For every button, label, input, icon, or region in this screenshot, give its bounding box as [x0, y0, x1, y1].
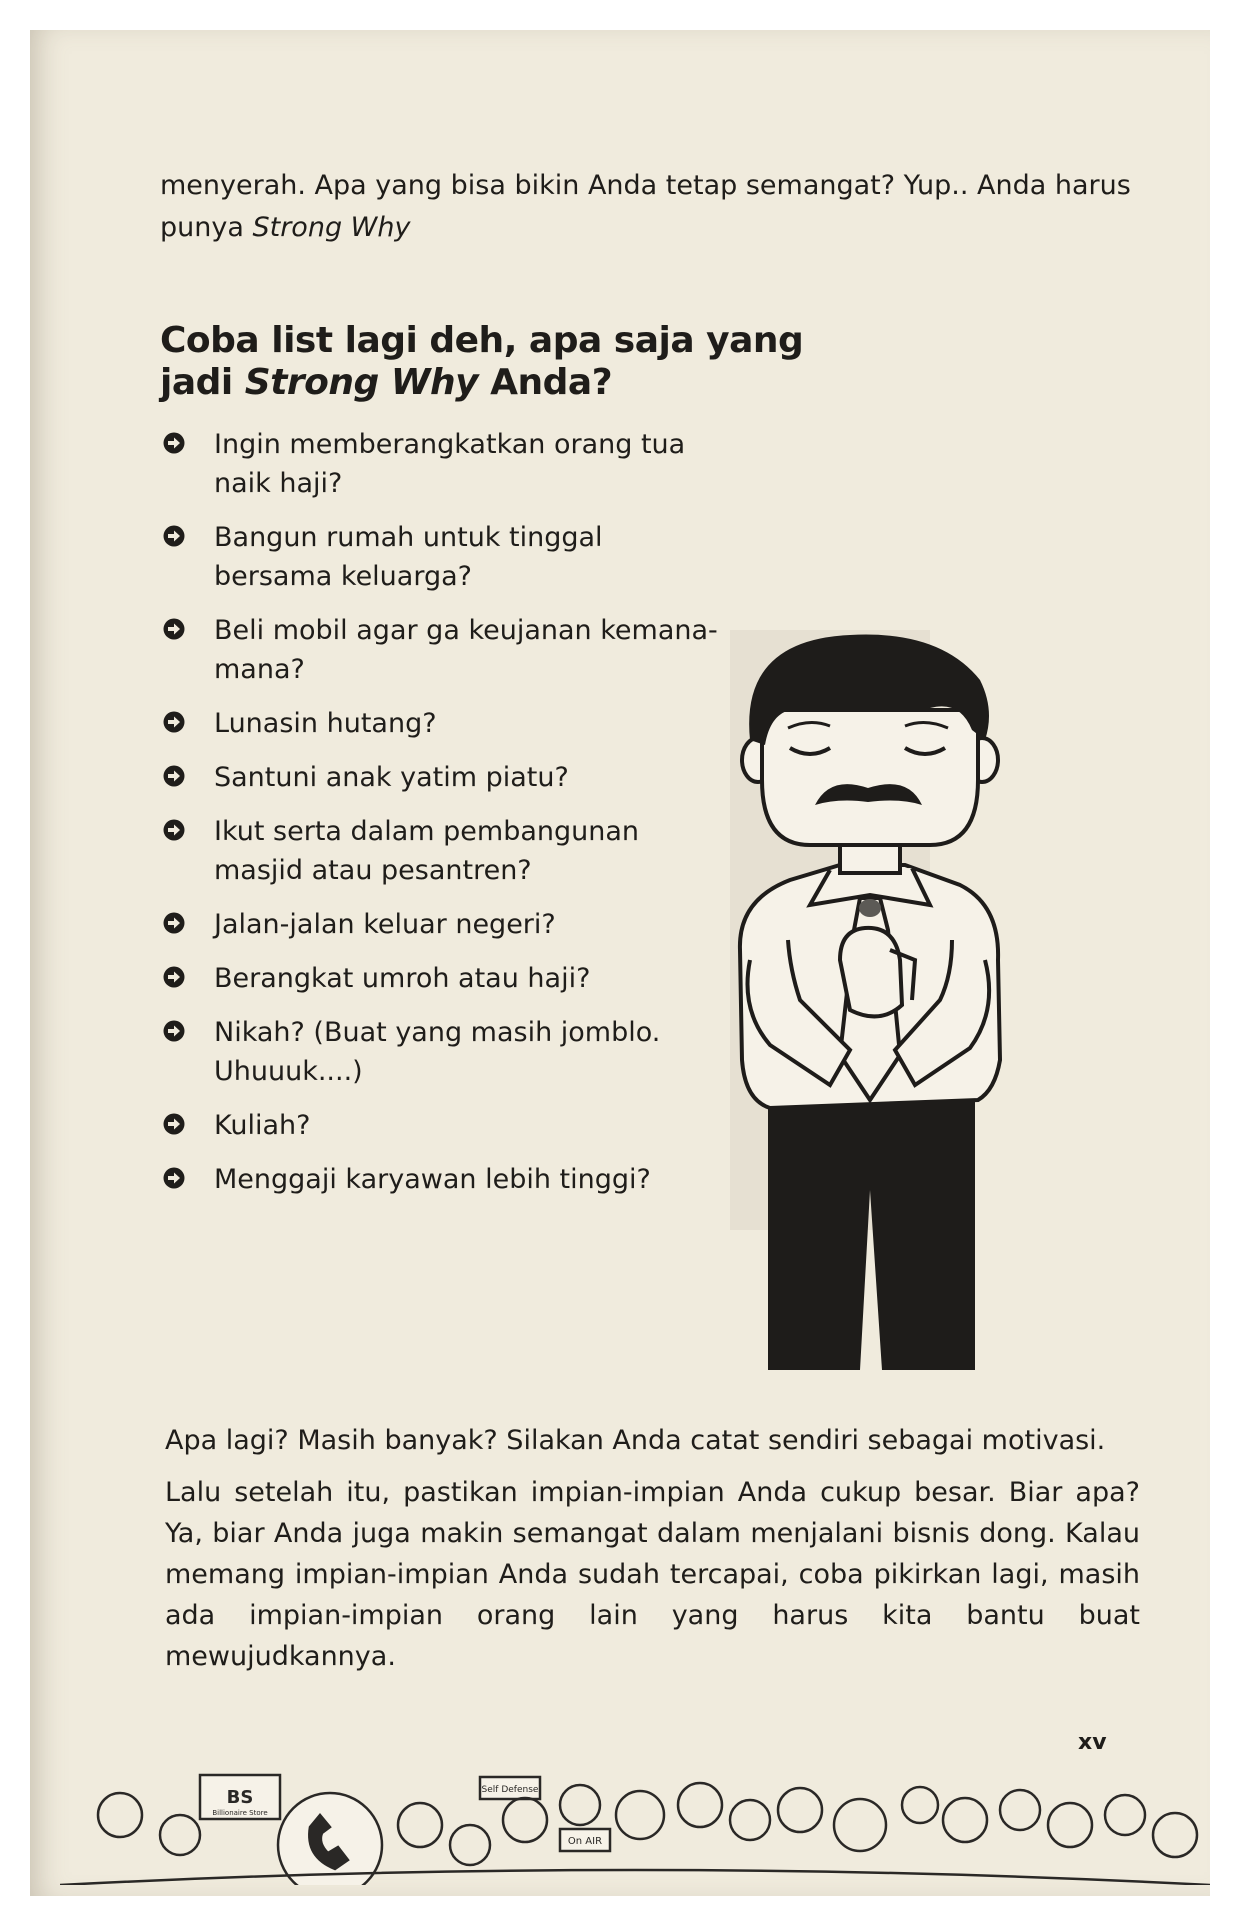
footer-head	[1048, 1803, 1092, 1847]
heading-line-2-prefix: jadi	[160, 362, 245, 403]
arrow-circle-bullet-icon	[162, 1166, 186, 1190]
heading-line-2-suffix: Anda?	[478, 362, 613, 403]
reason-text: Nikah? (Buat yang masih jomblo. Uhuuuk....)	[214, 1017, 661, 1087]
clasped-hands	[840, 928, 902, 1017]
reason-text: Ikut serta dalam pembangunan masjid atau pesantren?	[214, 816, 640, 886]
heading-line-2-emphasis: Strong Why	[244, 362, 479, 403]
footer-phone-bubble	[278, 1793, 382, 1885]
arrow-circle-bullet-icon	[162, 431, 186, 455]
reason-text: Ingin memberangkatkan orang tua naik haji?	[214, 429, 686, 499]
reason-text: Menggaji karyawan lebih tinggi?	[214, 1164, 651, 1195]
footer-sign-store-text: Billionaire Store	[212, 1809, 268, 1817]
section-heading	[160, 320, 880, 404]
reason-item	[160, 425, 720, 503]
footer-head	[450, 1825, 490, 1865]
footer-head	[1105, 1795, 1145, 1835]
footer-head	[398, 1803, 442, 1847]
reason-text: Santuni anak yatim piatu?	[214, 762, 569, 793]
reason-text: Beli mobil agar ga keujanan kemana-mana?	[214, 615, 718, 685]
footer-head	[560, 1785, 600, 1825]
reasons-list	[160, 425, 720, 1214]
reason-item	[160, 812, 720, 890]
arrow-circle-bullet-icon	[162, 818, 186, 842]
reason-item	[160, 905, 720, 944]
footer-head	[678, 1783, 722, 1827]
footer-head	[1153, 1813, 1197, 1857]
arrow-circle-bullet-icon	[162, 1112, 186, 1136]
tie-knot	[859, 899, 881, 917]
trousers	[768, 1100, 975, 1370]
intro-line-1: menyerah. Apa yang bisa bikin Anda tetap semangat? Yup.. Anda harus	[160, 170, 1131, 201]
reason-item	[160, 1106, 720, 1145]
footer-head	[98, 1793, 142, 1837]
paragraph-2: Lalu setelah itu, pastikan impian-impian Anda cukup besar. Biar apa? Ya, biar Anda juga makin semangat dalam menjalani bisnis dong. Kalau memang impian-impian Anda sudah tercapai, coba pikirkan lagi, masih ada impian-impian orang lain yang harus kita bantu buat mewujudkannya.	[165, 1477, 1140, 1672]
footer-crowd-illustration	[60, 1765, 1210, 1885]
arrow-circle-bullet-icon	[162, 764, 186, 788]
footer-sign-self-defense-text: Self Defense	[481, 1785, 539, 1795]
reason-text: Bangun rumah untuk tinggal bersama keluarga?	[214, 522, 603, 592]
arrow-circle-bullet-icon	[162, 617, 186, 641]
reason-item	[160, 959, 720, 998]
footer-sign-bs-text: BS	[226, 1787, 254, 1808]
reason-text: Lunasin hutang?	[214, 708, 437, 739]
footer-ground-line	[60, 1870, 1210, 1885]
arrow-circle-bullet-icon	[162, 1019, 186, 1043]
arrow-circle-bullet-icon	[162, 524, 186, 548]
footer-head	[943, 1798, 987, 1842]
intro-line-2-prefix: punya	[160, 212, 253, 243]
paragraph-1: Apa lagi? Masih banyak? Silakan Anda catat sendiri sebagai motivasi.	[165, 1425, 1106, 1456]
intro-line-2	[160, 207, 1140, 249]
reason-item	[160, 758, 720, 797]
reason-text: Berangkat umroh atau haji?	[214, 963, 591, 994]
arrow-circle-bullet-icon	[162, 911, 186, 935]
footer-head	[503, 1798, 547, 1842]
page-number: xv	[1078, 1730, 1107, 1755]
footer-head	[778, 1788, 822, 1832]
praying-man-illustration	[730, 630, 1050, 1370]
arrow-circle-bullet-icon	[162, 965, 186, 989]
reason-text: Jalan-jalan keluar negeri?	[214, 909, 556, 940]
face	[762, 710, 978, 845]
reason-item	[160, 1013, 720, 1091]
reason-item	[160, 611, 720, 689]
intro-line-2-emphasis: Strong Why	[252, 212, 411, 243]
reason-item	[160, 1160, 720, 1199]
arrow-circle-bullet-icon	[162, 710, 186, 734]
reason-item	[160, 704, 720, 743]
footer-head	[1000, 1790, 1040, 1830]
footer-sign-on-air-text: On AIR	[567, 1836, 603, 1847]
footer-head	[160, 1815, 200, 1855]
reason-item	[160, 518, 720, 596]
book-page	[30, 30, 1210, 1896]
heading-line-2	[160, 362, 880, 404]
footer-head	[902, 1787, 938, 1823]
footer-head	[834, 1799, 886, 1851]
heading-line-1: Coba list lagi deh, apa saja yang	[160, 320, 804, 361]
footer-head	[616, 1791, 664, 1839]
reason-text: Kuliah?	[214, 1110, 311, 1141]
footer-head	[730, 1800, 770, 1840]
intro-text	[160, 165, 1140, 249]
